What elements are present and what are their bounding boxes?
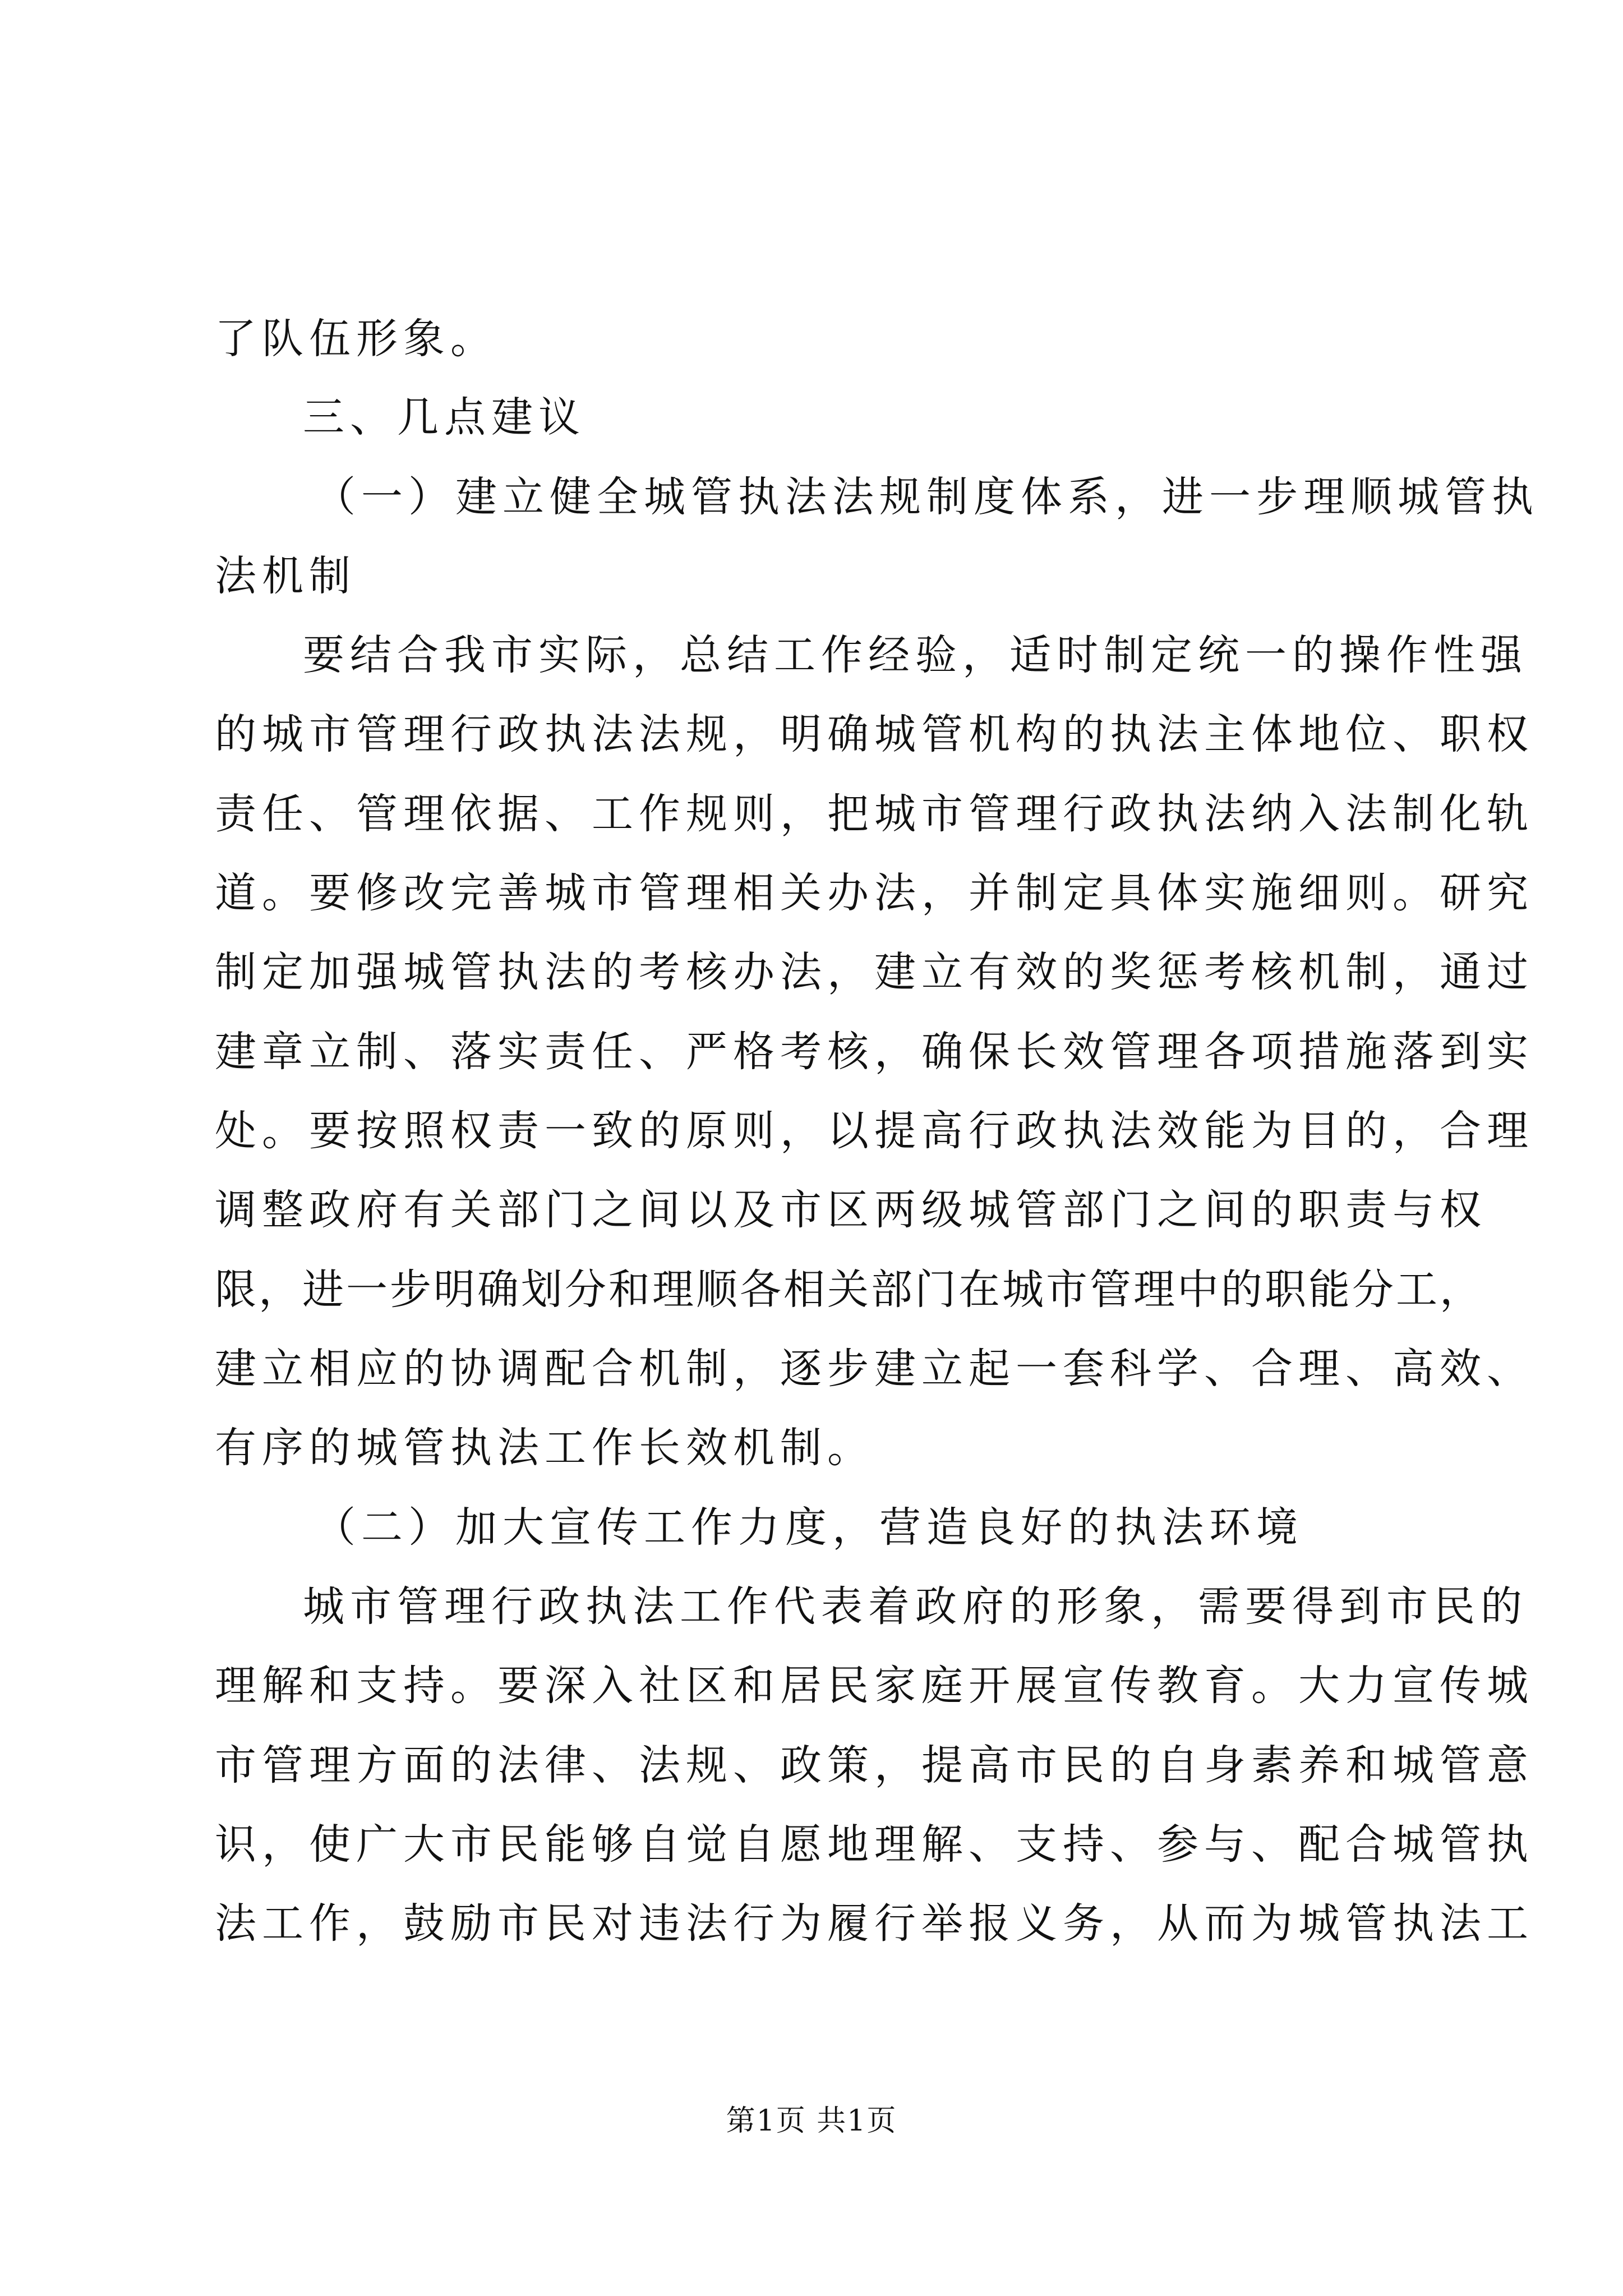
section-heading: 三、几点建议 — [303, 393, 585, 441]
paragraph-line: 限，进一步明确划分和理顺各相关部门在城市管理中的职能分工， — [215, 1266, 1483, 1314]
paragraph-line: 理解和支持。要深入社区和居民家庭开展宣传教育。大力宣传城 — [215, 1662, 1534, 1710]
text-line: 了队伍形象。 — [215, 315, 497, 363]
paragraph-line: 建立相应的协调配合机制，逐步建立起一套科学、合理、高效、 — [215, 1345, 1534, 1393]
page-footer: 第1页 共1页 — [726, 2104, 897, 2138]
paragraph-line: 城市管理行政执法工作代表着政府的形象，需要得到市民的 — [303, 1582, 1528, 1631]
paragraph-line: 处。要按照权责一致的原则，以提高行政执法效能为目的，合理 — [215, 1107, 1534, 1155]
paragraph-line: 要结合我市实际，总结工作经验，适时制定统一的操作性强 — [303, 631, 1528, 679]
subsection-heading-cont: 法机制 — [215, 552, 356, 600]
paragraph-line: 道。要修改完善城市管理相关办法，并制定具体实施细则。研究 — [215, 869, 1534, 917]
paragraph-line: 责任、管理依据、工作规则，把城市管理行政执法纳入法制化轨 — [215, 790, 1534, 838]
paragraph-line: 建章立制、落实责任、严格考核，确保长效管理各项措施落到实 — [215, 1028, 1534, 1076]
paragraph-line: 市管理方面的法律、法规、政策，提高市民的自身素养和城管意 — [215, 1741, 1534, 1789]
paragraph-line: 制定加强城管执法的考核办法，建立有效的奖惩考核机制，通过 — [215, 948, 1534, 996]
paragraph-line: 调整政府有关部门之间以及市区两级城管部门之间的职责与权 — [215, 1186, 1487, 1234]
paragraph-line: 的城市管理行政执法法规，明确城管机构的执法主体地位、职权 — [215, 710, 1534, 758]
subsection-heading: （一）建立健全城管执法法规制度体系，进一步理顺城管执 — [314, 473, 1539, 521]
paragraph-line: 有序的城管执法工作长效机制。 — [215, 1424, 874, 1472]
subsection-heading: （二）加大宣传工作力度，营造良好的执法环境 — [314, 1503, 1303, 1552]
paragraph-line: 法工作，鼓励市民对违法行为履行举报义务，从而为城管执法工 — [215, 1899, 1534, 1948]
paragraph-line: 识，使广大市民能够自觉自愿地理解、支持、参与、配合城管执 — [215, 1820, 1534, 1869]
